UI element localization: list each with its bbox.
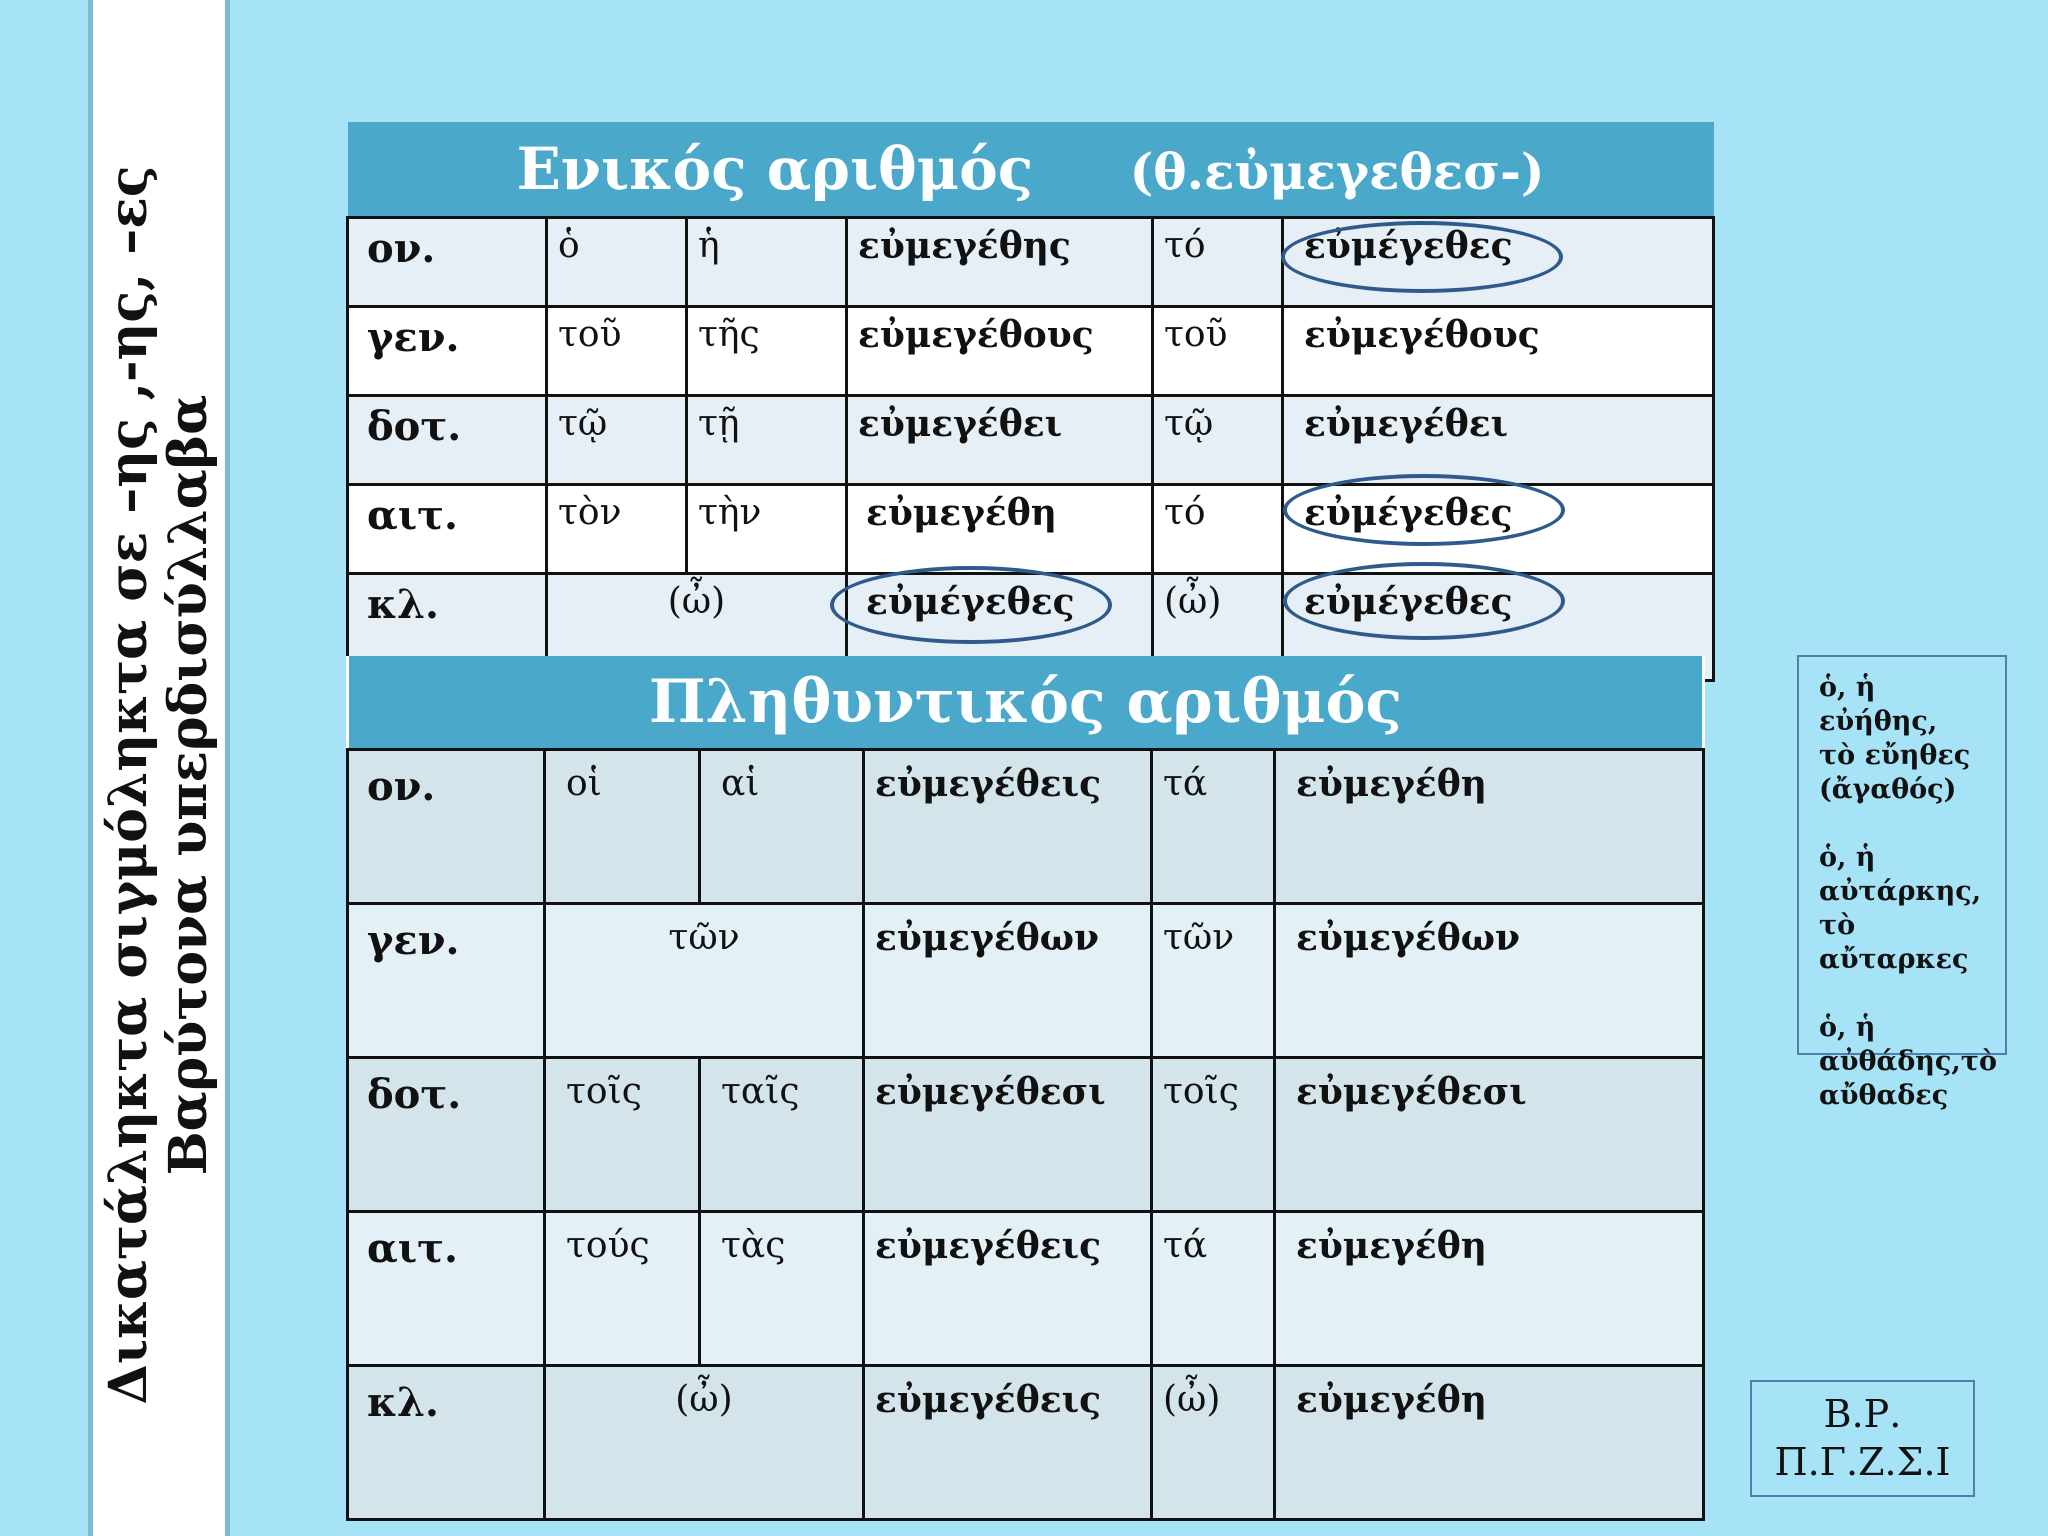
- article-neuter: τά: [1152, 750, 1275, 904]
- credit-line1: Β.Ρ.: [1823, 1392, 1902, 1436]
- form-masc-fem: εὐμεγέθεσι: [864, 1058, 1152, 1212]
- example-item: ὁ, ἡ αὐθάδης,τὸ αὔθαδες: [1819, 1012, 1997, 1111]
- form-neuter: εὐμέγεθες: [1283, 574, 1714, 681]
- example-item: ὁ, ἡ αὐτάρκης, τὸ αὔταρκες: [1819, 842, 1982, 975]
- article-neuter: τῷ: [1153, 396, 1283, 485]
- form-masc-fem: εὐμεγέθεις: [864, 1212, 1152, 1366]
- article-feminine: ἡ: [687, 218, 847, 307]
- plural-header: [348, 656, 1704, 750]
- form-neuter: εὐμεγέθει: [1283, 396, 1714, 485]
- article-masculine: τοῦ: [547, 307, 687, 396]
- form-masc-fem: εὐμεγέθεις: [864, 1366, 1152, 1520]
- form-masc-fem: εὐμεγέθης: [847, 218, 1153, 307]
- form-masc-fem: εὐμεγέθει: [847, 396, 1153, 485]
- table-row: [348, 485, 1714, 574]
- form-neuter: εὐμεγέθεσι: [1275, 1058, 1704, 1212]
- examples-box: [1797, 655, 2007, 1111]
- article-neuter: τοῦ: [1153, 307, 1283, 396]
- case-label: γεν.: [348, 307, 547, 396]
- singular-title: Ενικός αριθμός: [516, 135, 1034, 203]
- article-masc-fem: (ὦ): [545, 1366, 864, 1520]
- article-neuter: (ὦ): [1152, 1366, 1275, 1520]
- article-neuter: τοῖς: [1152, 1058, 1275, 1212]
- plural-title: Πληθυντικός αριθμός: [649, 667, 1403, 737]
- table-row: [348, 1212, 1704, 1366]
- article-neuter: τό: [1153, 485, 1283, 574]
- case-label: αιτ.: [348, 485, 547, 574]
- table-row: [348, 307, 1714, 396]
- credit-line2: Π.Γ.Ζ.Σ.Ι: [1774, 1440, 1951, 1484]
- case-label: ον.: [348, 218, 547, 307]
- form-masc-fem: εὐμεγέθεις: [864, 750, 1152, 904]
- form-masc-fem: εὐμέγεθες: [847, 574, 1153, 681]
- side-title: [88, 35, 230, 1535]
- case-label: κλ.: [348, 1366, 545, 1520]
- article-masculine: οἱ: [545, 750, 700, 904]
- example-item: ὁ, ἡ εὐήθης, τὸ εὔηθες (ἄγαθός): [1819, 672, 1971, 805]
- article-masculine: τὸν: [547, 485, 687, 574]
- article-masc-fem: (ὦ): [547, 574, 847, 681]
- table-row: [348, 1058, 1704, 1212]
- article-masculine: ὁ: [547, 218, 687, 307]
- form-masc-fem: εὐμεγέθους: [847, 307, 1153, 396]
- credit-box: [1750, 1380, 1975, 1497]
- singular-table: [346, 122, 1715, 682]
- form-neuter: εὐμέγεθες: [1283, 485, 1714, 574]
- article-neuter: τῶν: [1152, 904, 1275, 1058]
- form-masc-fem: εὐμεγέθων: [864, 904, 1152, 1058]
- article-neuter: τά: [1152, 1212, 1275, 1366]
- article-neuter: τό: [1153, 218, 1283, 307]
- article-masculine: τούς: [545, 1212, 700, 1366]
- article-neuter: (ὦ): [1153, 574, 1283, 681]
- article-feminine: αἱ: [700, 750, 864, 904]
- case-label: δοτ.: [348, 396, 547, 485]
- side-title-line2: Βαρύτονα υπερδισύλλαβα: [158, 394, 219, 1176]
- case-label: ον.: [348, 750, 545, 904]
- singular-stem: (θ.εὐμεγεθεσ-): [1129, 142, 1545, 201]
- article-feminine: τὰς: [700, 1212, 864, 1366]
- table-row: [348, 1366, 1704, 1520]
- case-label: κλ.: [348, 574, 547, 681]
- form-neuter: εὐμεγέθη: [1275, 750, 1704, 904]
- article-feminine: τῆς: [687, 307, 847, 396]
- table-row: [348, 904, 1704, 1058]
- form-neuter: εὐμεγέθων: [1275, 904, 1704, 1058]
- article-masculine: τοῖς: [545, 1058, 700, 1212]
- form-masc-fem: εὐμεγέθη: [847, 485, 1153, 574]
- case-label: δοτ.: [348, 1058, 545, 1212]
- table-row: [348, 750, 1704, 904]
- singular-header: [348, 122, 1714, 218]
- case-label: αιτ.: [348, 1212, 545, 1366]
- article-feminine: τὴν: [687, 485, 847, 574]
- article-feminine: τῇ: [687, 396, 847, 485]
- form-neuter: εὐμέγεθες: [1283, 218, 1714, 307]
- form-neuter: εὐμεγέθους: [1283, 307, 1714, 396]
- case-label: γεν.: [348, 904, 545, 1058]
- plural-table: [346, 656, 1705, 1521]
- side-title-line1: Δικατάληκτα σιγμόληκτα σε –ης ,-ης, –ες: [98, 165, 159, 1405]
- article-masc-fem: τῶν: [545, 904, 864, 1058]
- table-row: [348, 396, 1714, 485]
- table-row: [348, 218, 1714, 307]
- article-feminine: ταῖς: [700, 1058, 864, 1212]
- form-neuter: εὐμεγέθη: [1275, 1212, 1704, 1366]
- form-neuter: εὐμεγέθη: [1275, 1366, 1704, 1520]
- article-masculine: τῷ: [547, 396, 687, 485]
